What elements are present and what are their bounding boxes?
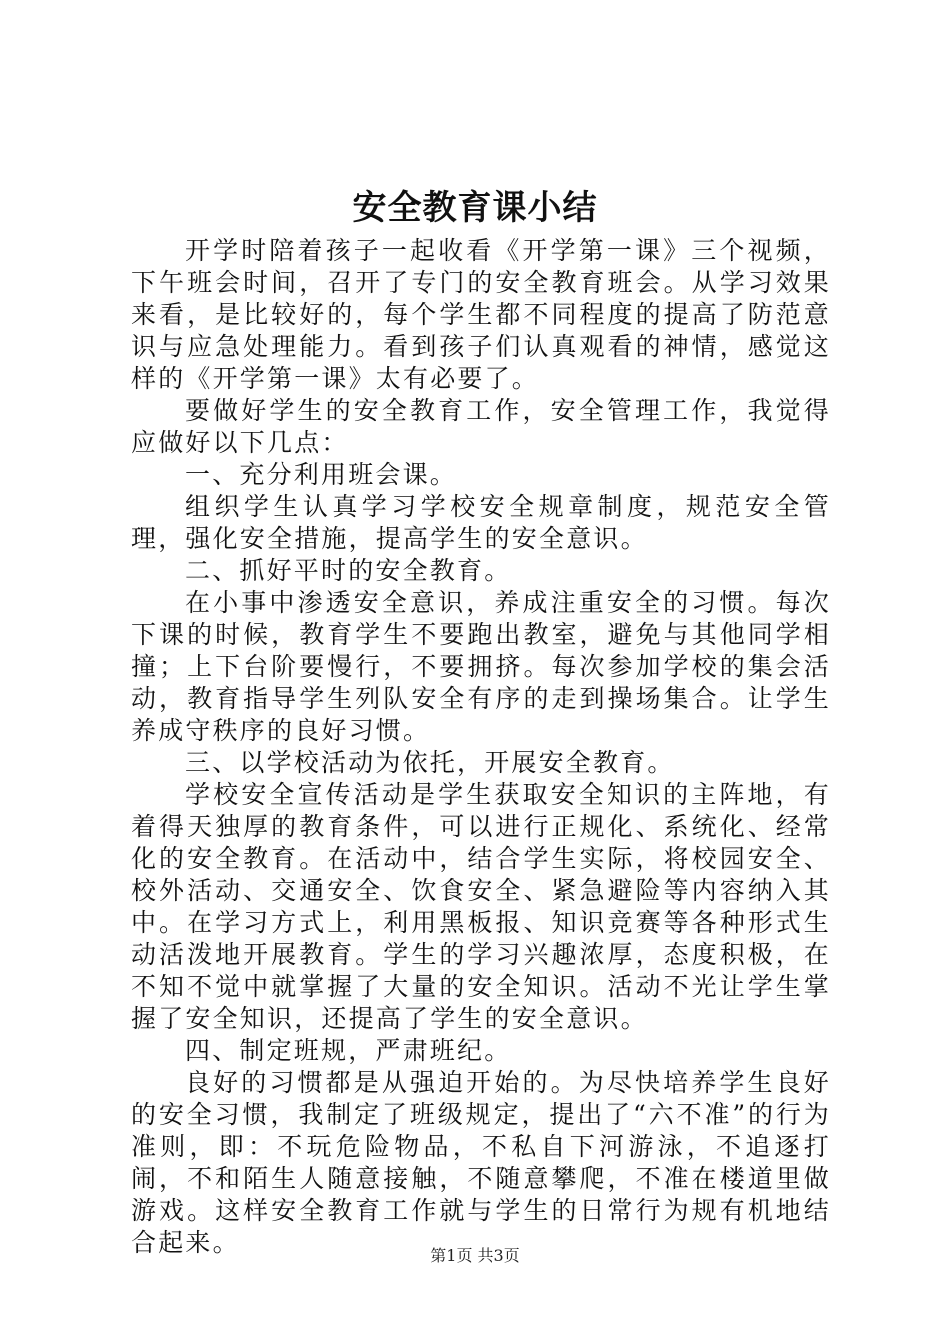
document-body [131,235,831,1259]
section-heading-1: 一、充分利用班会课。 [185,460,458,489]
paragraph-section-4: 良好的习惯都是从强迫开始的。为尽快培养学生良好的安全习惯，我制定了班级规定，提出了“六不准”的行为准则，即：不玩危险物品，不私自下河游泳，不追逐打闹，不和陌生人随意接触，不随意攀爬，不准在楼道里做游戏。这样安全教育工作就与学生的日常行为规有机地结合起来。 [131,1068,831,1257]
document-title: 安全教育课小结 [352,188,598,228]
paragraph-section-2: 在小事中渗透安全意识，养成注重安全的习惯。每次下课的时候，教育学生不要跑出教室，避免与其他同学相撞；上下台阶要慢行，不要拥挤。每次参加学校的集会活动，教育指导学生列队安全有序的走到操场集合。让学生养成守秩序的良好习惯。 [131,588,831,745]
section-heading-4: 四、制定班规，严肃班纪。 [185,1036,512,1065]
paragraph-intro: 开学时陪着孩子一起收看《开学第一课》三个视频，下午班会时间，召开了专门的安全教育班会。从学习效果来看，是比较好的，每个学生都不同程度的提高了防范意识与应急处理能力。看到孩子们认真观看的神情，感觉这样的《开学第一课》太有必要了。 [131,236,831,393]
section-heading-2: 二、抓好平时的安全教育。 [185,556,512,585]
paragraph-section-1: 组织学生认真学习学校安全规章制度，规范安全管理，强化安全措施，提高学生的安全意识。 [131,492,831,553]
paragraph-section-3: 学校安全宣传活动是学生获取安全知识的主阵地，有着得天独厚的教育条件，可以进行正规化、系统化、经常化的安全教育。在活动中，结合学生实际，将校园安全、校外活动、交通安全、饮食安全、紧急避险等内容纳入其中。在学习方式上，利用黑板报、知识竞赛等各种形式生动活泼地开展教育。学生的学习兴趣浓厚，态度积极，在不知不觉中就掌握了大量的安全知识。活动不光让学生掌握了安全知识，还提高了学生的安全意识。 [131,780,831,1033]
page-footer: 第1页 共3页 [430,1246,520,1265]
section-heading-3: 三、以学校活动为依托，开展安全教育。 [185,748,675,777]
paragraph-points-intro: 要做好学生的安全教育工作，安全管理工作，我觉得应做好以下几点： [131,396,831,457]
